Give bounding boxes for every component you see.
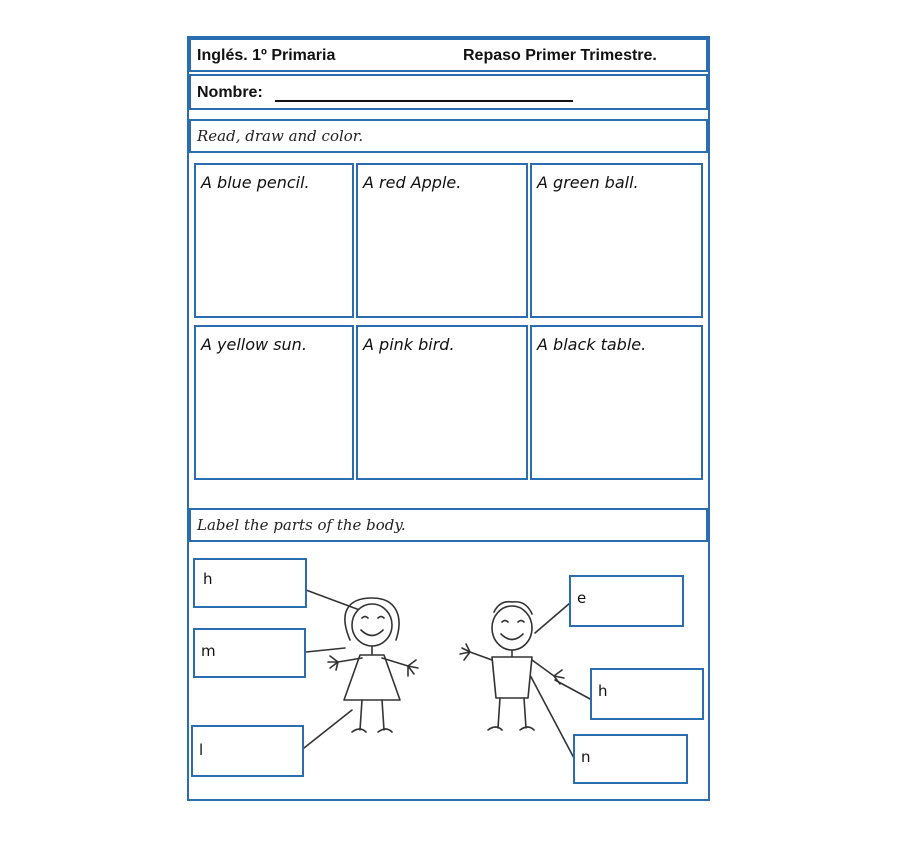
cell-label: A blue pencil. <box>201 173 310 192</box>
label-letter: l <box>199 741 204 759</box>
connector-line <box>535 603 570 633</box>
label-letter: e <box>577 589 587 607</box>
cell-label: A yellow sun. <box>201 335 307 354</box>
label-letter: m <box>201 642 216 660</box>
connector-line <box>304 710 352 748</box>
label-box-left-bottom[interactable] <box>191 725 304 777</box>
connector-line <box>306 648 345 652</box>
label-box-right-mid[interactable] <box>590 668 704 720</box>
label-box-left-top[interactable] <box>193 558 307 608</box>
instruction-text-1: Read, draw and color. <box>197 127 364 145</box>
cell-label: A red Apple. <box>363 173 462 192</box>
girl-figure <box>328 598 418 732</box>
label-box-right-bottom[interactable] <box>573 734 688 784</box>
cell-label: A black table. <box>537 335 647 354</box>
label-letter: n <box>581 748 591 766</box>
label-letter: h <box>598 682 608 700</box>
subject-text: Inglés. 1º Primaria <box>197 47 336 64</box>
cell-label: A pink bird. <box>363 335 455 354</box>
instruction-text-2: Label the parts of the body. <box>197 516 406 534</box>
connector-line <box>555 680 592 700</box>
cell-label: A green ball. <box>537 173 639 192</box>
name-label: Nombre: <box>197 84 263 101</box>
label-box-left-mid[interactable] <box>193 628 306 678</box>
label-box-right-top[interactable] <box>569 575 684 627</box>
label-letter: h <box>203 570 213 588</box>
worksheet-title: Repaso Primer Trimestre. <box>463 47 657 64</box>
